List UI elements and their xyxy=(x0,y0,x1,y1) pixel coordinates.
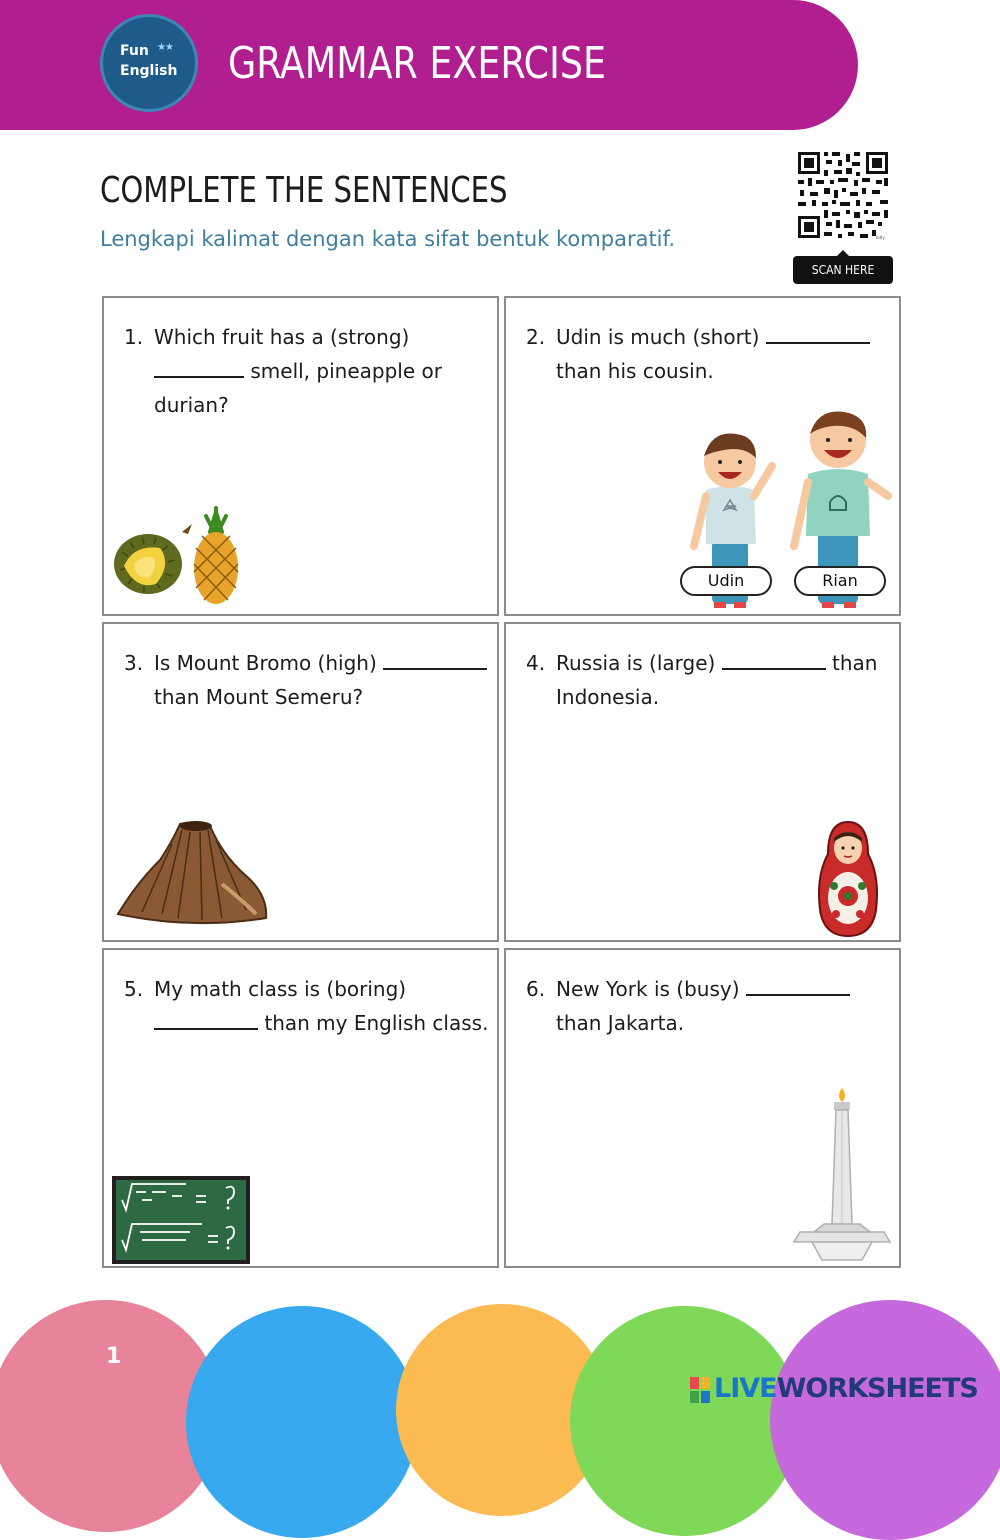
question-number: 6. xyxy=(526,977,546,1001)
question-card-1 xyxy=(102,296,499,616)
matryoshka-doll-icon xyxy=(816,820,880,940)
name-tag-udin: Udin xyxy=(680,566,772,596)
question-text-part1: Which fruit has a (strong) xyxy=(154,325,410,349)
question-text-part1: Is Mount Bromo (high) xyxy=(154,651,377,675)
liveworksheets-brand[interactable] xyxy=(690,1373,990,1409)
brand-worksheets: WORKSHEETS xyxy=(776,1373,978,1404)
question-number: 2. xyxy=(526,325,546,349)
question-number: 3. xyxy=(124,651,144,675)
brand-live: LIVE xyxy=(714,1373,777,1404)
question-number: 1. xyxy=(124,325,144,349)
logo-line-2: English xyxy=(120,63,178,79)
question-text-part2: than my English class. xyxy=(264,1011,489,1035)
section-subtitle: Lengkapi kalimat dengan kata sifat bentuk komparatif. xyxy=(100,227,676,251)
answer-blank-2[interactable] xyxy=(766,324,870,344)
question-text-part2: smell, pineapple or durian? xyxy=(154,359,442,417)
question-number: 4. xyxy=(526,651,546,675)
durian-pineapple-icon xyxy=(112,504,248,606)
chalkboard-math-icon xyxy=(112,1176,250,1264)
question-text-part2: than Jakarta. xyxy=(556,1011,685,1035)
footer-circle-blue xyxy=(186,1306,418,1538)
question-card-6 xyxy=(504,948,901,1268)
logo-stars: ★★ xyxy=(157,42,173,53)
question-text-part1: Russia is (large) xyxy=(556,651,716,675)
question-text-part1: My math class is (boring) xyxy=(154,977,407,1001)
question-text-part2: than Mount Semeru? xyxy=(154,685,364,709)
name-tag-rian: Rian xyxy=(794,566,886,596)
page-number: 1 xyxy=(106,1344,122,1369)
fun-english-logo xyxy=(100,14,198,112)
question-card-5 xyxy=(102,948,499,1268)
qr-tiny-text: bitly xyxy=(876,235,885,240)
qr-code-icon[interactable] xyxy=(796,150,890,240)
answer-blank-4[interactable] xyxy=(722,650,826,670)
volcano-icon xyxy=(112,814,272,930)
question-card-4 xyxy=(504,622,901,942)
monas-monument-icon xyxy=(790,1086,894,1266)
logo-line-1: Fun xyxy=(120,43,149,59)
answer-blank-1[interactable] xyxy=(154,358,244,378)
footer-circle-green xyxy=(570,1306,800,1536)
answer-blank-5[interactable] xyxy=(154,1010,258,1030)
answer-blank-6[interactable] xyxy=(746,976,850,996)
answer-blank-3[interactable] xyxy=(383,650,487,670)
question-text-part1: New York is (busy) xyxy=(556,977,740,1001)
question-card-2 xyxy=(504,296,901,616)
question-text-part2: than Indonesia. xyxy=(556,651,878,709)
scan-here-label: SCAN HERE xyxy=(793,256,893,284)
page-title: GRAMMAR EXERCISE xyxy=(228,38,606,89)
section-title: COMPLETE THE SENTENCES xyxy=(100,170,508,211)
question-text-part1: Udin is much (short) xyxy=(556,325,760,349)
footer-circle-purple xyxy=(770,1300,1000,1540)
question-text-part2: than his cousin. xyxy=(556,359,714,383)
question-number: 5. xyxy=(124,977,144,1001)
liveworksheets-text xyxy=(714,1373,978,1404)
liveworksheets-logo-icon xyxy=(690,1377,710,1403)
question-card-3 xyxy=(102,622,499,942)
